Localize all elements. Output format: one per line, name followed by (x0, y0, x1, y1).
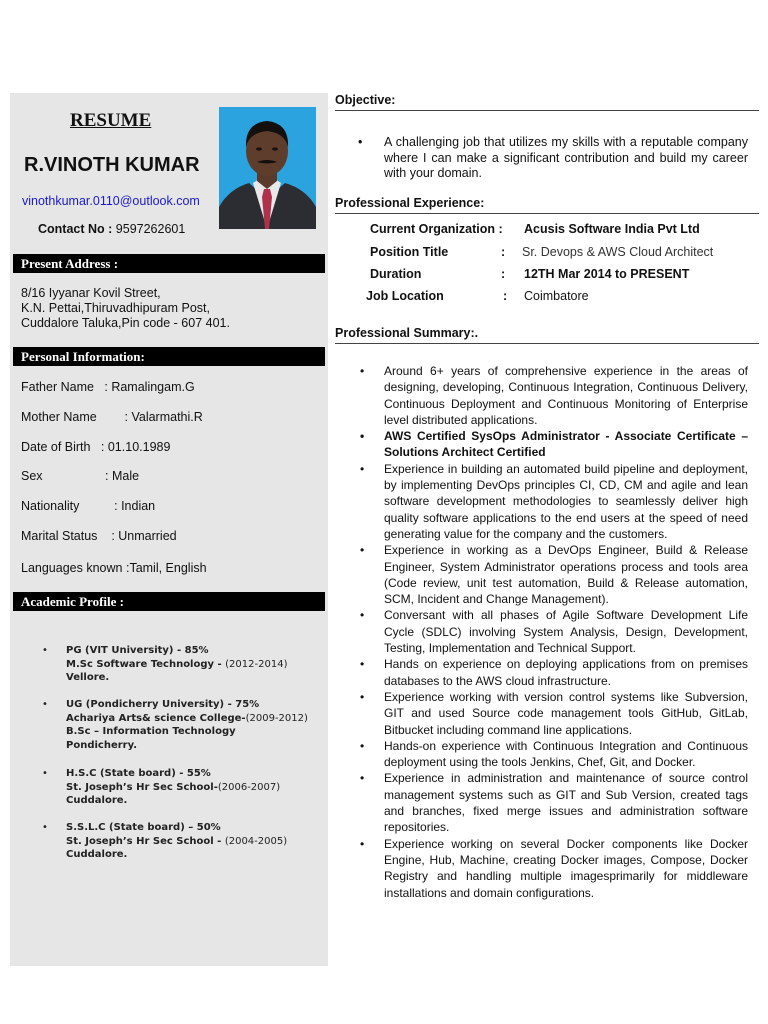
academic-degree: UG (Pondicherry University) - 75% (66, 699, 260, 710)
personal-label: Nationality (21, 499, 80, 513)
personal-value: Indian (121, 499, 156, 513)
contact-label: Contact No : (38, 222, 113, 236)
personal-row-marital-status (21, 529, 177, 543)
personal-label: Father Name (21, 380, 94, 394)
academic-years: (2009-2012) (245, 712, 308, 724)
personal-value: Tamil, English (129, 561, 207, 575)
academic-degree: PG (VIT University) - 85% (66, 645, 209, 656)
summary-item: • Experience in administration and maintenance of source control management systems such as GIT and Sub Version, created tags and branches, fixed merge issues and administration software repositories. (358, 770, 748, 835)
personal-row-mother-name (21, 410, 203, 424)
academic-location: Pondicherry. (66, 739, 137, 751)
location-label (366, 289, 444, 303)
personal-row-languages (21, 561, 207, 575)
resume-title: RESUME (70, 110, 152, 131)
academic-institution: St. Joseph’s Hr Sec School - (66, 835, 225, 847)
personal-separator: : (125, 561, 130, 575)
location-colon: : (503, 289, 508, 303)
academic-institution: M.Sc Software Technology - (66, 658, 226, 670)
location-value: Coimbatore (524, 289, 589, 303)
personal-separator: : (42, 469, 113, 483)
duration-value-text: 12TH Mar 2014 to PRESENT (524, 267, 690, 281)
personal-row-father-name (21, 380, 195, 394)
org-value (524, 222, 700, 236)
summary-item: • Conversant with all phases of Agile Software Development Life Cycle (SDLC) involving System Analysis, Design, Development, Testing, Implementation and Technical Support. (358, 607, 748, 656)
personal-row-date-of-birth (21, 440, 170, 454)
summary-item: • Hands-on experience with Continuous Integration and Continuous deployment using the tools Jenkins, Chef, Git, and Docker. (358, 738, 748, 771)
personal-label: Sex (21, 469, 43, 483)
location-label-text: Job Location (366, 289, 444, 303)
objective-heading: Objective: (335, 93, 759, 111)
bullet-icon: • (42, 699, 48, 710)
academic-years: (2004-2005) (224, 835, 288, 847)
duration-label-text: Duration (370, 267, 422, 281)
position-value: Sr. Devops & AWS Cloud Architect (522, 245, 714, 259)
personal-row-sex (21, 469, 139, 483)
academic-detail: Cuddalore. (66, 849, 128, 860)
personal-value: 01.10.1989 (107, 440, 171, 454)
address-line: 8/16 Iyyanar Kovil Street, (21, 286, 161, 300)
summary-item: • Experience in building an automated build pipeline and deployment, by implementing DevOps principles CI, CD, CM and agile and lean software development methodologies to seamlessly deliver high quality software applications to the end users at the speed of need generating value for the company and the customers. (358, 461, 748, 542)
professional-experience-heading: Professional Experience: (335, 196, 759, 214)
personal-label: Languages known (21, 561, 126, 575)
summary-item: • Experience in working as a DevOps Engineer, Build & Release Engineer, System Administrator operations process and tools area (Code review, unit test automation, Build & Release automation, SCM, Incident and Change Management). (358, 542, 748, 607)
position-label-text: Position Title (370, 245, 449, 259)
profile-photo-image (219, 107, 316, 229)
summary-item: • AWS Certified SysOps Administrator - Associate Certificate – Solutions Architect Certified (358, 428, 748, 461)
personal-value: Male (112, 469, 140, 483)
personal-label: Date of Birth (21, 440, 91, 454)
academic-detail: B.Sc – Information Technology (66, 726, 236, 737)
bullet-icon: • (42, 768, 48, 779)
summary-list (358, 363, 748, 901)
candidate-name: R.VINOTH KUMAR (24, 154, 200, 176)
personal-separator: : (93, 380, 112, 394)
summary-item: • Experience working on several Docker components like Docker Engine, Hub, Machine, creating Docker images, Compose, Docker Registry and handling multiple imagesprimarily for middleware installations and domain configurations. (358, 836, 748, 901)
duration-value (524, 267, 689, 281)
personal-separator: : (97, 529, 119, 543)
duration-label (370, 267, 421, 281)
academic-detail: Cuddalore. (66, 795, 128, 806)
academic-profile-heading: Academic Profile : (13, 592, 325, 611)
bullet-icon: • (42, 645, 48, 656)
email-link[interactable]: vinothkumar.0110@outlook.com (22, 194, 200, 208)
academic-degree: H.S.C (State board) - 55% (66, 768, 211, 779)
address-line: Cuddalore Taluka,Pin code - 607 401. (21, 316, 230, 330)
personal-information-heading: Personal Information: (13, 347, 325, 366)
academic-years: (2006-2007) (217, 781, 281, 793)
profile-photo (219, 107, 316, 229)
org-label (370, 222, 503, 236)
bullet-icon: • (358, 135, 363, 149)
personal-separator: : (96, 410, 132, 424)
academic-institution: Achariya Arts& science College- (66, 712, 246, 724)
professional-summary-heading: Professional Summary:. (335, 326, 759, 344)
academic-institution: St. Joseph’s Hr Sec School- (66, 781, 218, 793)
objective-text: A challenging job that utilizes my skills with a reputable company where I can make a significant contribution and build my career with your domain. (384, 135, 748, 180)
position-colon: : (501, 245, 506, 259)
academic-detail: Vellore. (66, 672, 110, 683)
summary-item: • Around 6+ years of comprehensive experience in the areas of designing, developing, Continuous Integration, Continuous Delivery, Continuous Deployment and Continuous Monitoring of Enterprise level distributed applications. (358, 363, 748, 428)
personal-label: Marital Status (21, 529, 98, 543)
summary-item: • Hands on experience on deploying applications from on premises databases to the AWS cloud infrastructure. (358, 656, 748, 689)
present-address-heading: Present Address : (13, 254, 325, 273)
personal-row-nationality (21, 499, 155, 513)
contact-number (38, 222, 185, 236)
present-address (21, 286, 230, 331)
personal-label: Mother Name (21, 410, 97, 424)
duration-colon: : (501, 267, 506, 281)
bullet-icon: • (42, 822, 48, 833)
contact-value: 9597262601 (112, 222, 186, 236)
position-label (370, 245, 448, 259)
personal-separator: : (90, 440, 108, 454)
objective-item (360, 135, 748, 182)
academic-years: (2012-2014) (225, 658, 288, 670)
personal-value: Valarmathi.R (131, 410, 203, 424)
personal-value: Ramalingam.G (111, 380, 195, 394)
org-label-text: Current Organization : (370, 222, 503, 236)
org-value-text: Acusis Software India Pvt Ltd (524, 222, 700, 236)
personal-separator: : (79, 499, 122, 513)
personal-value: Unmarried (118, 529, 177, 543)
summary-item: • Experience working with version control systems like Subversion, GIT and used Source code management tools GitHub, GitLab, Bitbucket including command line applications. (358, 689, 748, 738)
academic-degree: S.S.L.C (State board) – 50% (66, 822, 221, 833)
address-line: K.N. Pettai,Thiruvadhipuram Post, (21, 301, 210, 315)
